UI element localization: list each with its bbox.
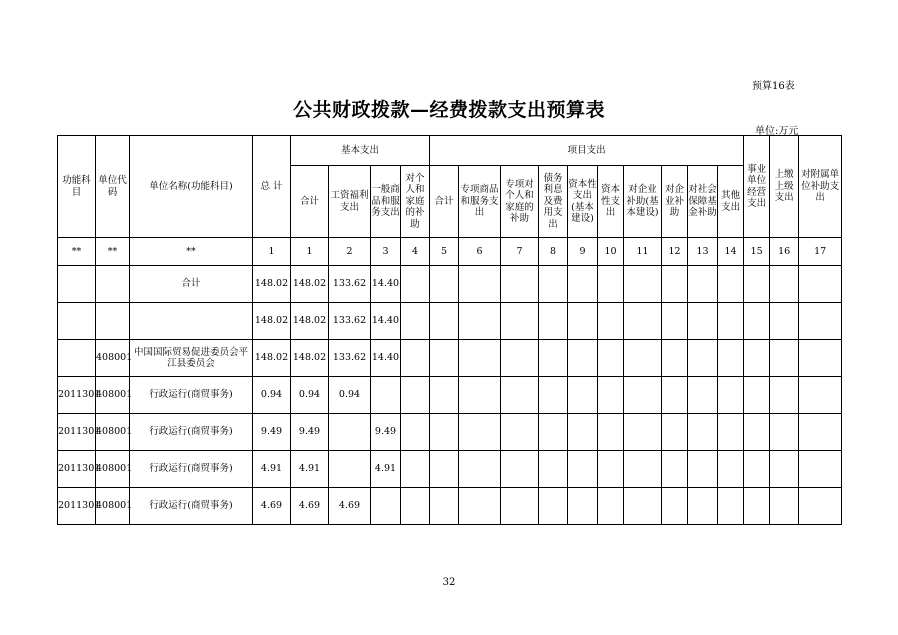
- empty-cell: [401, 414, 430, 451]
- empty-cell: [718, 414, 744, 451]
- empty-cell: [430, 266, 459, 303]
- empty-cell: [799, 488, 842, 525]
- empty-cell: [624, 451, 662, 488]
- empty-cell: [459, 414, 501, 451]
- empty-cell: [430, 377, 459, 414]
- unit-name-cell: 中国国际贸易促进委员会平江县委员会: [130, 340, 253, 377]
- empty-cell: [568, 340, 598, 377]
- unit-name-cell: 行政运行(商贸事务): [130, 414, 253, 451]
- index-cell: **: [58, 238, 96, 266]
- empty-cell: [624, 266, 662, 303]
- salary-cell: 0.94: [329, 377, 371, 414]
- empty-cell: [662, 488, 688, 525]
- empty-cell: [501, 451, 539, 488]
- total-cell: 4.91: [253, 451, 291, 488]
- salary-cell: 133.62: [329, 266, 371, 303]
- index-cell: 10: [598, 238, 624, 266]
- empty-cell: [568, 377, 598, 414]
- empty-cell: [744, 340, 770, 377]
- budget-table: [57, 135, 842, 525]
- empty-cell: [688, 340, 718, 377]
- empty-cell: [770, 303, 799, 340]
- empty-cell: [718, 451, 744, 488]
- unit-code-cell: [96, 303, 130, 340]
- empty-cell: [662, 377, 688, 414]
- index-cell: 1: [291, 238, 329, 266]
- index-cell: **: [96, 238, 130, 266]
- header-project-col: 债务利息及费用支出: [539, 166, 568, 238]
- empty-cell: [539, 340, 568, 377]
- empty-cell: [401, 488, 430, 525]
- empty-cell: [662, 266, 688, 303]
- empty-cell: [799, 340, 842, 377]
- empty-cell: [459, 451, 501, 488]
- index-cell: 2: [329, 238, 371, 266]
- empty-cell: [539, 266, 568, 303]
- index-cell: 15: [744, 238, 770, 266]
- header-project-col: 资本性支出: [598, 166, 624, 238]
- empty-cell: [799, 266, 842, 303]
- func-subject-cell: [58, 340, 96, 377]
- basic-total-cell: 148.02: [291, 303, 329, 340]
- unit-code-cell: 408001: [96, 414, 130, 451]
- empty-cell: [539, 451, 568, 488]
- empty-cell: [501, 266, 539, 303]
- empty-cell: [799, 451, 842, 488]
- empty-cell: [401, 340, 430, 377]
- total-cell: 0.94: [253, 377, 291, 414]
- empty-cell: [744, 488, 770, 525]
- basic-total-cell: 9.49: [291, 414, 329, 451]
- index-cell: 1: [253, 238, 291, 266]
- empty-cell: [688, 488, 718, 525]
- empty-cell: [624, 303, 662, 340]
- total-cell: 9.49: [253, 414, 291, 451]
- table-row: [58, 451, 842, 488]
- table-row: [58, 266, 842, 303]
- empty-cell: [539, 488, 568, 525]
- empty-cell: [718, 377, 744, 414]
- header-basic-col: 工资福利支出: [329, 166, 371, 238]
- empty-cell: [401, 377, 430, 414]
- total-cell: 148.02: [253, 266, 291, 303]
- empty-cell: [501, 340, 539, 377]
- header-unit-name: 单位名称(功能科目): [130, 136, 253, 238]
- table-row: [58, 377, 842, 414]
- empty-cell: [688, 414, 718, 451]
- empty-cell: [430, 303, 459, 340]
- header-unit-code: 单位代码: [96, 136, 130, 238]
- goods-services-cell: 14.40: [371, 266, 401, 303]
- index-cell: **: [130, 238, 253, 266]
- page-number: 32: [442, 577, 456, 588]
- table-row: [58, 340, 842, 377]
- header-subsidy: 对附属单位补助支出: [799, 136, 842, 238]
- empty-cell: [568, 303, 598, 340]
- empty-cell: [568, 414, 598, 451]
- index-cell: 11: [624, 238, 662, 266]
- empty-cell: [401, 303, 430, 340]
- empty-cell: [430, 414, 459, 451]
- empty-cell: [624, 377, 662, 414]
- total-cell: 148.02: [253, 340, 291, 377]
- index-row: [58, 238, 842, 266]
- index-cell: 4: [401, 238, 430, 266]
- empty-cell: [744, 303, 770, 340]
- index-cell: 6: [459, 238, 501, 266]
- empty-cell: [662, 451, 688, 488]
- empty-cell: [770, 377, 799, 414]
- empty-cell: [624, 488, 662, 525]
- unit-code-cell: 408001: [96, 340, 130, 377]
- header-func-subject: 功能科目: [58, 136, 96, 238]
- empty-cell: [770, 451, 799, 488]
- unit-name-cell: 行政运行(商贸事务): [130, 377, 253, 414]
- index-cell: 16: [770, 238, 799, 266]
- empty-cell: [430, 451, 459, 488]
- index-cell: 5: [430, 238, 459, 266]
- empty-cell: [688, 451, 718, 488]
- table-row: [58, 414, 842, 451]
- goods-services-cell: [371, 377, 401, 414]
- index-cell: 14: [718, 238, 744, 266]
- index-cell: 17: [799, 238, 842, 266]
- header-project-col: 其他支出: [718, 166, 744, 238]
- empty-cell: [718, 488, 744, 525]
- empty-cell: [459, 340, 501, 377]
- basic-total-cell: 0.94: [291, 377, 329, 414]
- header-total: 总 计: [253, 136, 291, 238]
- unit-code-cell: 408001: [96, 488, 130, 525]
- basic-total-cell: 148.02: [291, 340, 329, 377]
- header-project-col: 对社会保障基金补助: [688, 166, 718, 238]
- form-label: 预算16表: [752, 81, 795, 92]
- func-subject-cell: [58, 266, 96, 303]
- salary-cell: 133.62: [329, 303, 371, 340]
- func-subject-cell: 2011301: [58, 377, 96, 414]
- empty-cell: [501, 488, 539, 525]
- unit-name-cell: 行政运行(商贸事务): [130, 451, 253, 488]
- header-project-col: 对企业补助: [662, 166, 688, 238]
- empty-cell: [568, 266, 598, 303]
- empty-cell: [568, 451, 598, 488]
- header-basic-col: 对个人和家庭的补助: [401, 166, 430, 238]
- empty-cell: [501, 303, 539, 340]
- index-cell: 13: [688, 238, 718, 266]
- salary-cell: [329, 414, 371, 451]
- header-turnover: 上缴上级支出: [770, 136, 799, 238]
- page-title: 公共财政拨款—经费拨款支出预算表: [292, 99, 605, 121]
- empty-cell: [598, 303, 624, 340]
- empty-cell: [662, 303, 688, 340]
- func-subject-cell: 2011301: [58, 488, 96, 525]
- goods-services-cell: 14.40: [371, 303, 401, 340]
- header-project-col: 专项商品和服务支出: [459, 166, 501, 238]
- empty-cell: [770, 488, 799, 525]
- table-row: [58, 303, 842, 340]
- empty-cell: [624, 414, 662, 451]
- empty-cell: [744, 414, 770, 451]
- empty-cell: [662, 414, 688, 451]
- index-cell: 3: [371, 238, 401, 266]
- empty-cell: [430, 340, 459, 377]
- empty-cell: [662, 340, 688, 377]
- empty-cell: [744, 377, 770, 414]
- goods-services-cell: 9.49: [371, 414, 401, 451]
- unit-code-cell: 408001: [96, 377, 130, 414]
- empty-cell: [598, 414, 624, 451]
- unit-code-cell: 408001: [96, 451, 130, 488]
- empty-cell: [459, 377, 501, 414]
- empty-cell: [539, 303, 568, 340]
- goods-services-cell: [371, 488, 401, 525]
- empty-cell: [501, 377, 539, 414]
- header-project-col: 对企业补助(基本建设): [624, 166, 662, 238]
- empty-cell: [718, 266, 744, 303]
- func-subject-cell: 2011301: [58, 451, 96, 488]
- empty-cell: [718, 303, 744, 340]
- empty-cell: [401, 266, 430, 303]
- empty-cell: [744, 451, 770, 488]
- salary-cell: 133.62: [329, 340, 371, 377]
- empty-cell: [718, 340, 744, 377]
- func-subject-cell: 2011301: [58, 414, 96, 451]
- empty-cell: [598, 451, 624, 488]
- empty-cell: [459, 266, 501, 303]
- total-cell: 148.02: [253, 303, 291, 340]
- empty-cell: [501, 414, 539, 451]
- goods-services-cell: 14.40: [371, 340, 401, 377]
- basic-total-cell: 148.02: [291, 266, 329, 303]
- func-subject-cell: [58, 303, 96, 340]
- empty-cell: [799, 377, 842, 414]
- empty-cell: [770, 266, 799, 303]
- basic-total-cell: 4.69: [291, 488, 329, 525]
- empty-cell: [799, 414, 842, 451]
- empty-cell: [598, 488, 624, 525]
- salary-cell: 4.69: [329, 488, 371, 525]
- basic-total-cell: 4.91: [291, 451, 329, 488]
- header-project-col: 合计: [430, 166, 459, 238]
- empty-cell: [688, 266, 718, 303]
- goods-services-cell: 4.91: [371, 451, 401, 488]
- empty-cell: [459, 303, 501, 340]
- unit-name-cell: [130, 303, 253, 340]
- unit-code-cell: [96, 266, 130, 303]
- salary-cell: [329, 451, 371, 488]
- row-name-cell: 合计: [130, 266, 253, 303]
- header-basic-group: 基本支出: [291, 136, 430, 166]
- unit-label: 单位:万元: [755, 126, 799, 137]
- empty-cell: [744, 266, 770, 303]
- total-cell: 4.69: [253, 488, 291, 525]
- header-project-col: 专项对个人和家庭的补助: [501, 166, 539, 238]
- empty-cell: [539, 377, 568, 414]
- empty-cell: [598, 340, 624, 377]
- header-project-group: 项目支出: [430, 136, 744, 166]
- header-basic-col: 合计: [291, 166, 329, 238]
- empty-cell: [598, 377, 624, 414]
- empty-cell: [770, 414, 799, 451]
- unit-name-cell: 行政运行(商贸事务): [130, 488, 253, 525]
- empty-cell: [770, 340, 799, 377]
- table-row: [58, 488, 842, 525]
- header-basic-col: 一般商品和服务支出: [371, 166, 401, 238]
- empty-cell: [598, 266, 624, 303]
- empty-cell: [624, 340, 662, 377]
- index-cell: 9: [568, 238, 598, 266]
- empty-cell: [688, 377, 718, 414]
- empty-cell: [459, 488, 501, 525]
- index-cell: 7: [501, 238, 539, 266]
- header-biz-op: 事业单位经营支出: [744, 136, 770, 238]
- empty-cell: [568, 488, 598, 525]
- empty-cell: [539, 414, 568, 451]
- empty-cell: [401, 451, 430, 488]
- index-cell: 12: [662, 238, 688, 266]
- empty-cell: [688, 303, 718, 340]
- empty-cell: [430, 488, 459, 525]
- header-project-col: 资本性支出(基本建设): [568, 166, 598, 238]
- empty-cell: [799, 303, 842, 340]
- index-cell: 8: [539, 238, 568, 266]
